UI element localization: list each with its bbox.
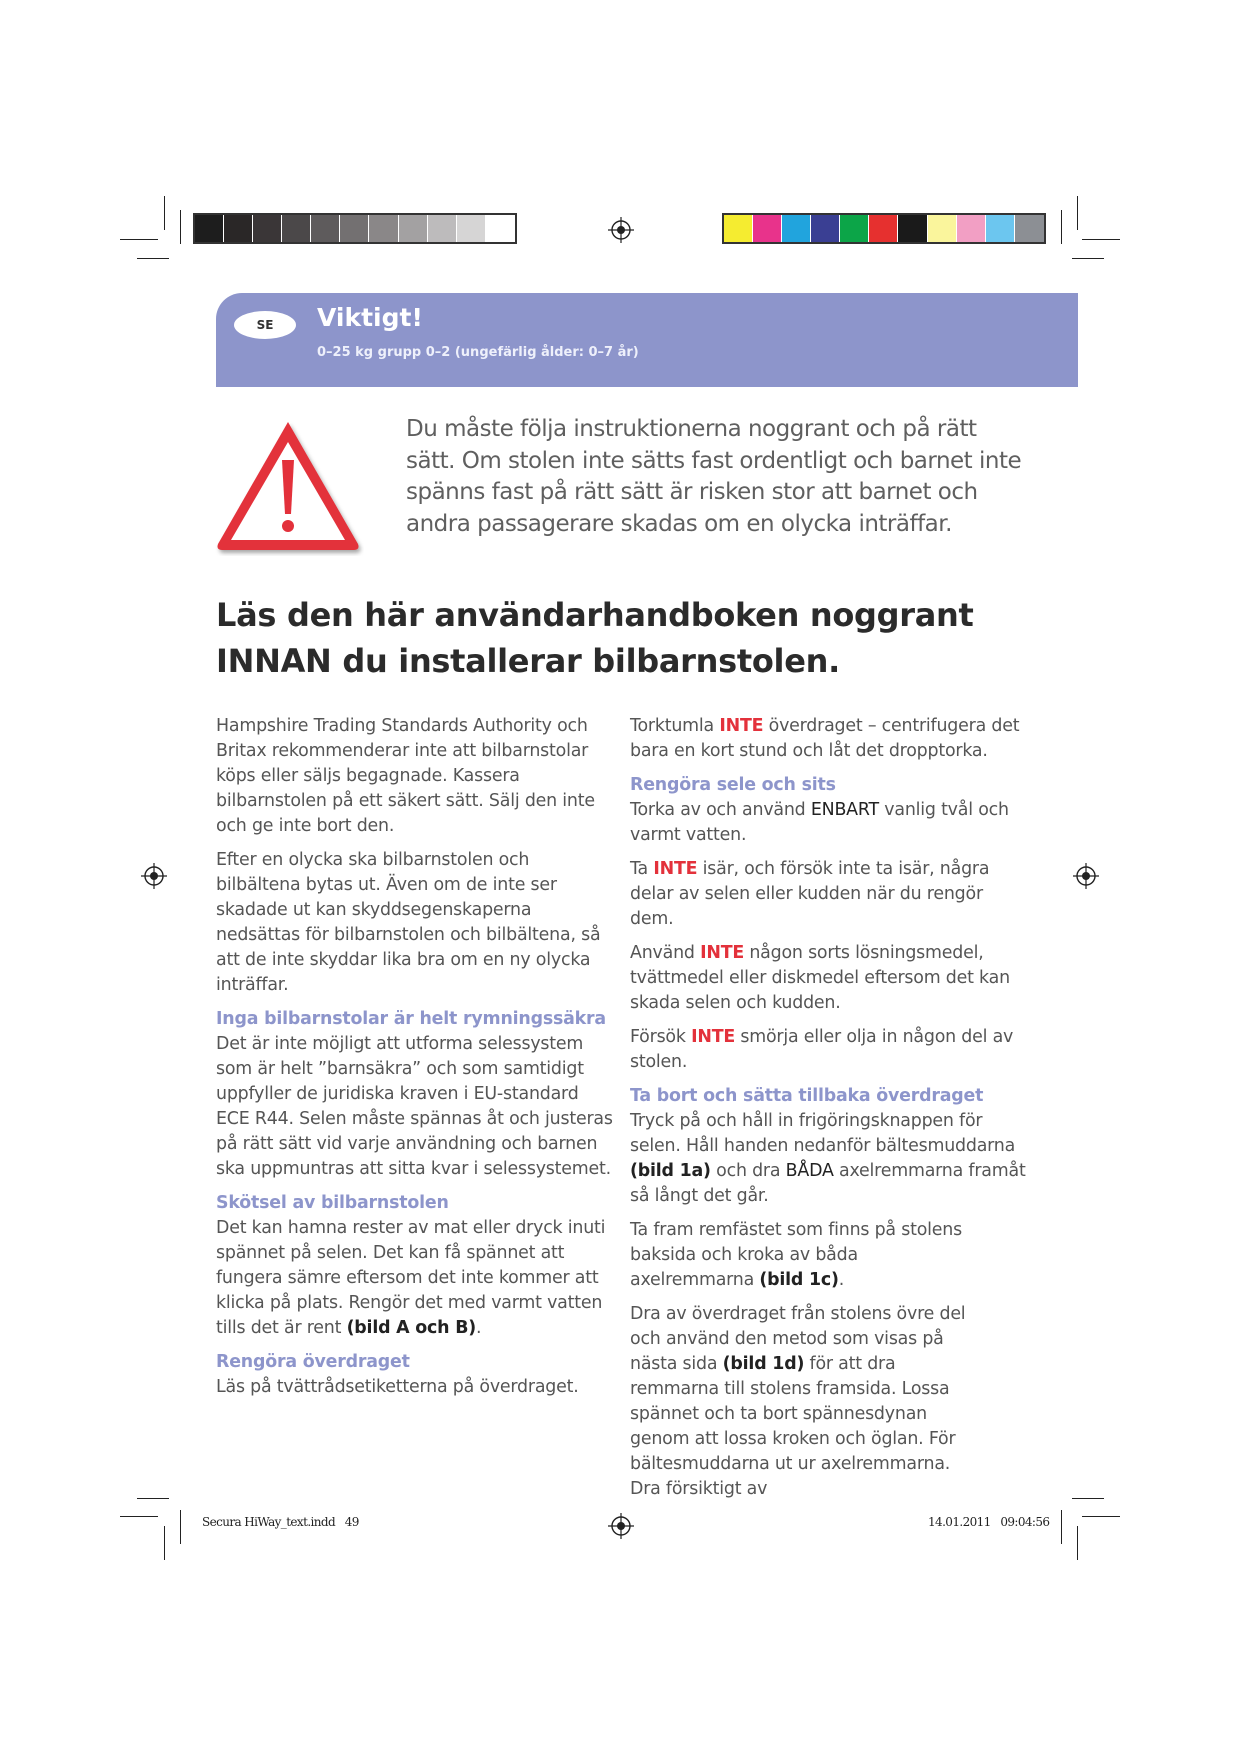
paragraph-text: Torka av och använd [630, 800, 806, 820]
emphasis-enbart: ENBART [810, 800, 879, 820]
crop-mark [180, 210, 181, 244]
paragraph [630, 1109, 1030, 1209]
footer-datetime: 14.01.2011 09:04:56 [928, 1515, 1050, 1529]
color-swatch [840, 215, 869, 242]
registration-mark-icon [141, 863, 167, 889]
paragraph-text: Försök [630, 1027, 686, 1047]
figure-reference: (bild 1d) [722, 1354, 805, 1374]
emphasis-inte: INTE [700, 943, 745, 963]
crop-mark [137, 258, 169, 259]
paragraph [630, 857, 1030, 932]
paragraph-text: Det kan hamna rester av mat eller dryck inuti spännet på selen. Det kan få spännet att fungera sämre eftersom det inte kommer att klicka på plats. Rengör det med varmt vatten tills det är rent [216, 1218, 606, 1338]
color-swatch [811, 215, 840, 242]
crop-mark [164, 1526, 165, 1560]
section-heading: Rengöra överdraget [216, 1352, 410, 1372]
paragraph: Hampshire Trading Standards Authority och Britax rekommenderar inte att bilbarnstolar köps eller säljs begagnade. Kassera bilbarnstolen på ett säkert sätt. Sälj den inte och ge inte bort den. [216, 716, 595, 836]
banner-title: Viktigt! [317, 303, 423, 332]
paragraph-text: Ta fram remfästet som finns på stolens baksida och kroka av båda axelremmarna [630, 1220, 962, 1290]
registration-mark-icon [608, 217, 634, 243]
color-swatch [486, 215, 515, 242]
right-column [630, 714, 1030, 1511]
color-swatch [457, 215, 486, 242]
crop-mark [1077, 196, 1078, 230]
paragraph [630, 1302, 980, 1502]
color-swatch [957, 215, 986, 242]
paragraph-text: Torktumla [630, 716, 714, 736]
paragraph-text: Tryck på och håll in frigöringsknappen för selen. Håll handen nedanför bältesmuddarna [630, 1111, 1016, 1156]
paragraph-text: och dra [716, 1161, 781, 1181]
registration-mark-icon [608, 1513, 634, 1539]
color-swatch [898, 215, 927, 242]
paragraph: Det är inte möjligt att utforma selessystem som är helt ”barnsäkra” och som samtidigt uppfyller de juridiska kraven i EU-standard ECE R44. Selen måste spännas åt och justeras på rätt sätt vid varje användning och barnen ska uppmuntras att sitta kvar i selessystemet. [216, 1034, 613, 1179]
section-heading: Inga bilbarnstolar är helt rymningssäkra [216, 1009, 606, 1029]
emphasis-bada: BÅDA [785, 1161, 834, 1181]
crop-mark [1082, 239, 1120, 240]
crop-mark [180, 1510, 181, 1544]
paragraph [630, 714, 1030, 764]
paragraph [630, 1025, 1030, 1075]
paragraph-text: Använd [630, 943, 695, 963]
paragraph [630, 1218, 980, 1293]
figure-reference: (bild A och B) [346, 1318, 476, 1338]
paragraph-text: någon sorts lösningsmedel, tvättmedel eller diskmedel eftersom det kan skada selen och kudden. [630, 943, 1010, 1013]
color-swatch [1015, 215, 1044, 242]
color-swatch [253, 215, 282, 242]
color-swatch [428, 215, 457, 242]
crop-mark [1077, 1526, 1078, 1560]
paragraph-text: Ta [630, 859, 648, 879]
color-swatch [869, 215, 898, 242]
paragraph-text: smörja eller olja in någon del av stolen. [630, 1027, 1014, 1072]
color-swatch [282, 215, 311, 242]
color-swatch [224, 215, 253, 242]
registration-mark-icon [1073, 863, 1099, 889]
paragraph-text: isär, och försök inte ta isär, några delar av selen eller kudden när du rengör dem. [630, 859, 990, 929]
process-color-bar [722, 213, 1046, 244]
paragraph-text: . [838, 1270, 845, 1290]
emphasis-inte: INTE [719, 716, 764, 736]
crop-mark [137, 1498, 169, 1499]
crop-mark [1072, 1498, 1104, 1499]
figure-reference: (bild 1c) [759, 1270, 839, 1290]
language-badge: SE [234, 311, 296, 339]
crop-mark [1061, 210, 1062, 244]
paragraph [630, 798, 1030, 848]
paragraph [216, 1216, 616, 1341]
figure-reference: (bild 1a) [630, 1161, 711, 1181]
paragraph-text: för att dra remmarna till stolens framsida. Lossa spännet och ta bort spännesdynan genom att lossa kroken och öglan. För bältesmuddarna ut ur axelremmarna. Dra försiktigt av [630, 1354, 956, 1499]
warning-triangle-icon [212, 416, 364, 556]
section-heading: Skötsel av bilbarnstolen [216, 1193, 449, 1213]
emphasis-inte: INTE [653, 859, 698, 879]
crop-mark [164, 196, 165, 230]
color-swatch [195, 215, 224, 242]
paragraph-text: axelremmarna framåt så långt det går. [630, 1161, 1026, 1206]
crop-mark [1061, 1510, 1062, 1544]
paragraph: Efter en olycka ska bilbarnstolen och bilbältena bytas ut. Även om de inte ser skadade ut kan skyddsegenskaperna nedsättas för bilbarnstolen och bilbältena, så att de inte skyddar lika bra om en ny olycka inträffar. [216, 850, 601, 995]
left-column [216, 714, 616, 1409]
grayscale-color-bar [193, 213, 517, 244]
footer-file-slug: Secura HiWay_text.indd 49 [202, 1515, 359, 1529]
page-headline: Läs den här användarhandboken noggrant INNAN du installerar bilbarnstolen. [216, 596, 974, 681]
warning-text: Du måste följa instruktionerna noggrant och på rätt sätt. Om stolen inte sätts fast ordentligt och barnet inte spänns fast på rätt sätt är risken stor att barnet och andra passagerare skadas om en olycka inträffar. [406, 416, 1022, 537]
crop-mark [120, 239, 158, 240]
color-swatch [724, 215, 753, 242]
color-swatch [311, 215, 340, 242]
paragraph-text: Dra av överdraget från stolens övre del och använd den metod som visas på nästa sida [630, 1304, 966, 1374]
color-swatch [782, 215, 811, 242]
color-swatch [369, 215, 398, 242]
paragraph-text: vanlig tvål och varmt vatten. [630, 800, 1009, 845]
crop-mark [1082, 1516, 1120, 1517]
emphasis-inte: INTE [691, 1027, 736, 1047]
banner-subtitle: 0–25 kg grupp 0–2 (ungefärlig ålder: 0–7 år) [317, 345, 639, 360]
section-heading: Ta bort och sätta tillbaka överdraget [630, 1086, 984, 1106]
color-swatch [753, 215, 782, 242]
color-swatch [986, 215, 1015, 242]
paragraph-text: överdraget – centrifugera det bara en kort stund och låt det dropptorka. [630, 716, 1020, 761]
section-heading: Rengöra sele och sits [630, 775, 836, 795]
color-swatch [340, 215, 369, 242]
color-swatch [399, 215, 428, 242]
crop-mark [1072, 258, 1104, 259]
color-swatch [928, 215, 957, 242]
crop-mark [120, 1516, 158, 1517]
paragraph-text: . [476, 1318, 482, 1338]
paragraph: Läs på tvättrådsetiketterna på överdraget. [216, 1377, 579, 1397]
paragraph [630, 941, 1030, 1016]
